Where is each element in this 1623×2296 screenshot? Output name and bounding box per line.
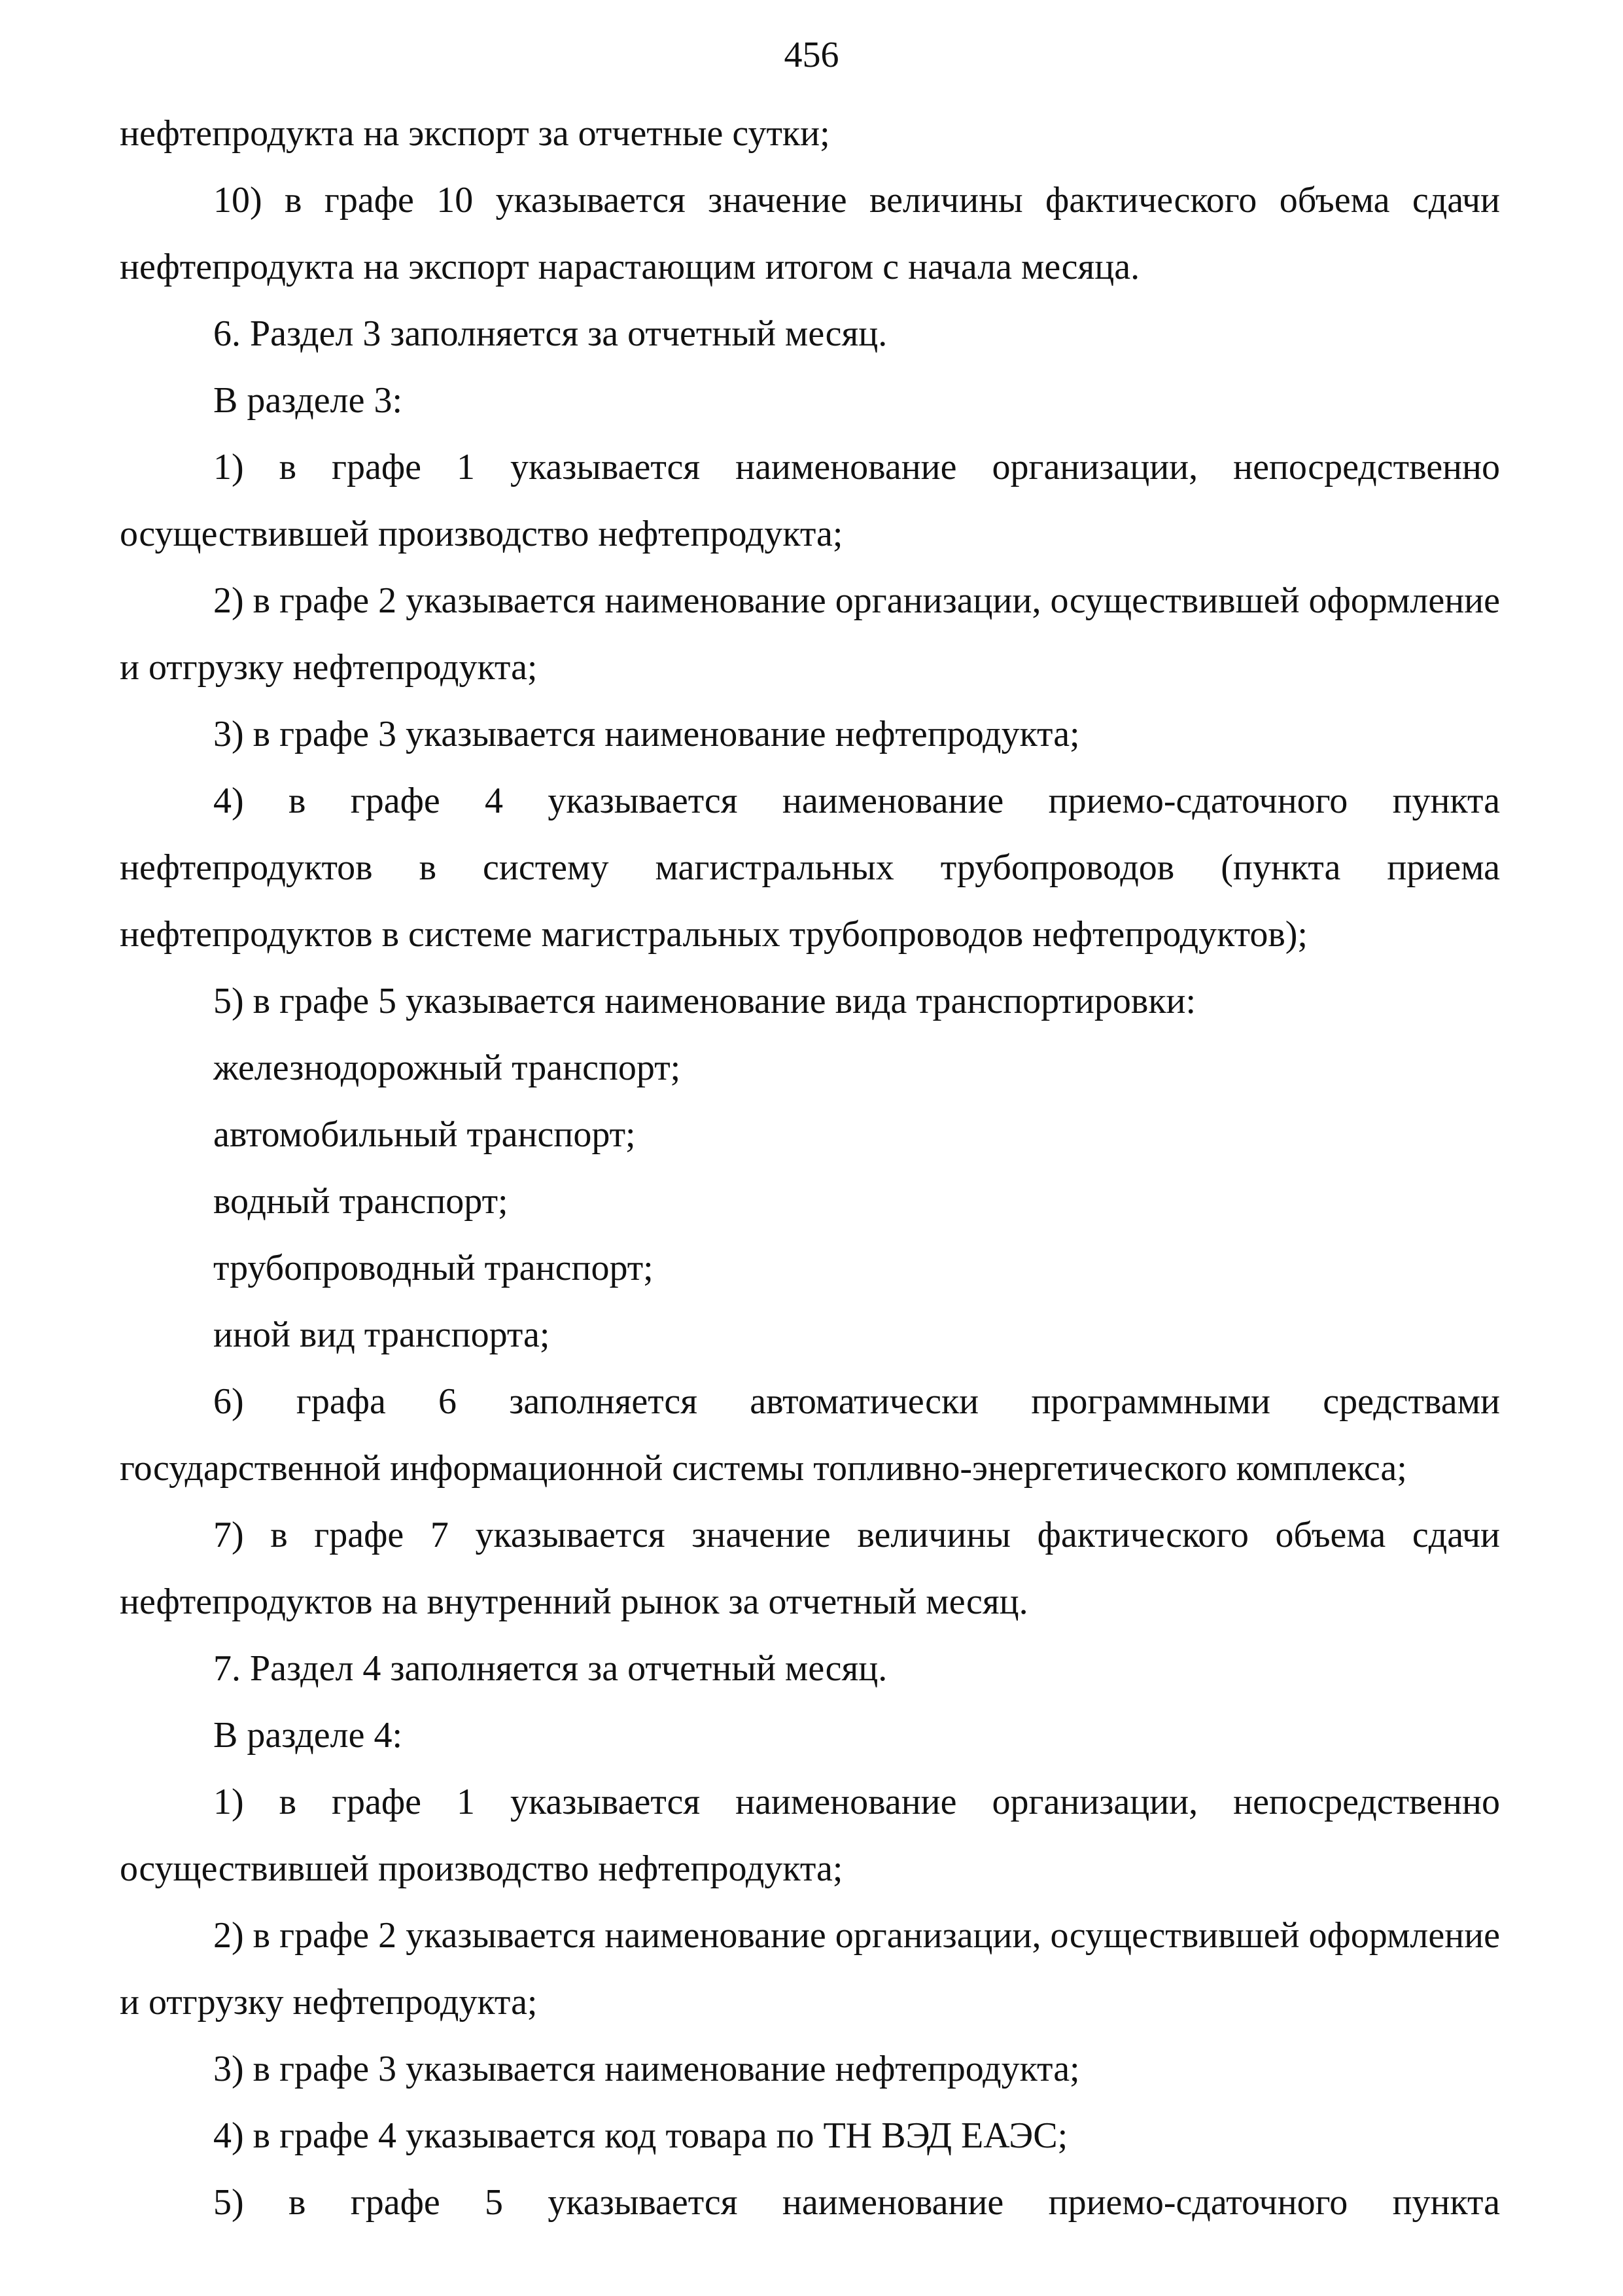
paragraph: 1) в графе 1 указывается наименование организации, непосредственно осуществившей производство нефтепродукта; [120,1782,1500,1889]
paragraph: 5) в графе 5 указывается наименование приемо-сдаточного пункта [213,2182,1500,2223]
paragraph: 2) в графе 2 указывается наименование организации, осуществившей оформление и отгрузку нефтепродукта; [120,580,1500,688]
paragraph: 5) в графе 5 указывается наименование вида транспортировки: [213,981,1196,1021]
document-body [120,100,1500,2236]
list-item: автомобильный транспорт; [213,1114,636,1155]
paragraph: В разделе 4: [213,1715,403,1756]
list-item: водный транспорт; [213,1181,508,1222]
page-number: 456 [784,35,839,75]
paragraph: 4) в графе 4 указывается код товара по ТН ВЭД ЕАЭС; [213,2115,1068,2156]
paragraph: В разделе 3: [213,380,403,421]
paragraph: 6) графа 6 заполняется автоматически программными средствами государственной информационной системы топливно-энергетического комплекса; [120,1381,1500,1489]
paragraph: 1) в графе 1 указывается наименование организации, непосредственно осуществившей производство нефтепродукта; [120,447,1500,554]
paragraph: 4) в графе 4 указывается наименование приемо-сдаточного пункта нефтепродуктов в систему магистральных трубопроводов (пункта приема нефтепродуктов в системе магистральных трубопроводов нефтепродуктов); [120,781,1500,955]
list-item: трубопроводный транспорт; [213,1248,654,1288]
paragraph: 7. Раздел 4 заполняется за отчетный месяц. [213,1648,888,1689]
paragraph: 10) в графе 10 указывается значение величины фактического объема сдачи нефтепродукта на экспорт нарастающим итогом с начала месяца. [120,180,1500,287]
paragraph: 6. Раздел 3 заполняется за отчетный месяц. [213,313,888,354]
paragraph: нефтепродукта на экспорт за отчетные сутки; [120,113,830,154]
paragraph: 3) в графе 3 указывается наименование нефтепродукта; [213,714,1080,754]
list-item: железнодорожный транспорт; [213,1048,681,1088]
paragraph: 7) в графе 7 указывается значение величины фактического объема сдачи нефтепродуктов на внутренний рынок за отчетный месяц. [120,1515,1500,1622]
paragraph: 2) в графе 2 указывается наименование организации, осуществившей оформление и отгрузку нефтепродукта; [120,1915,1500,2022]
paragraph: 3) в графе 3 указывается наименование нефтепродукта; [213,2049,1080,2089]
list-item: иной вид транспорта; [213,1315,550,1355]
